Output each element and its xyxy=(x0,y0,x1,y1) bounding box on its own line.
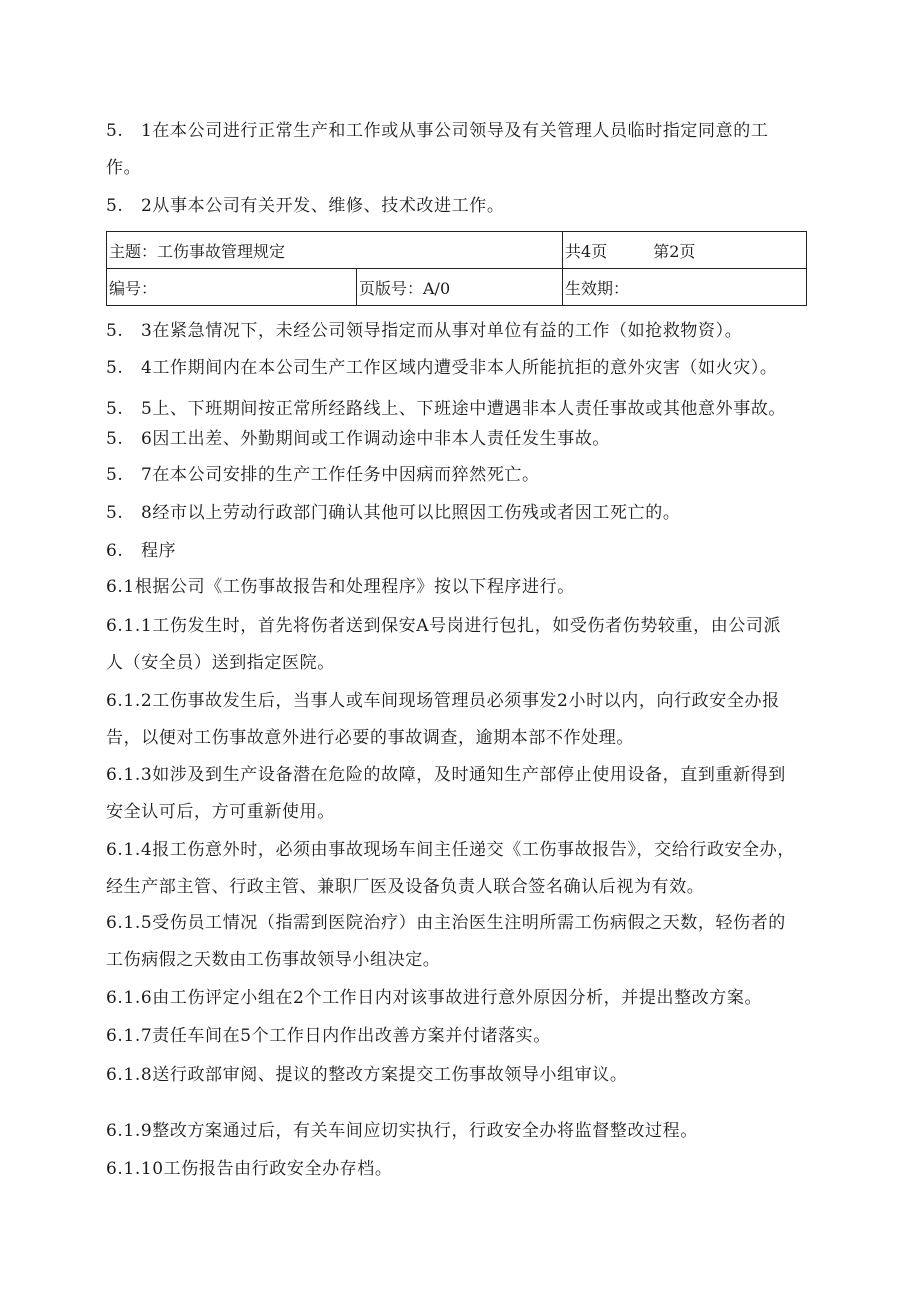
text-line: 6.1.7责任车间在5个工作日内作出改善方案并付诸落实。 xyxy=(106,1026,551,1046)
text-line: 6.1.2工伤事故发生后，当事人或车间现场管理员必须事发2小时以内，向行政安全办报 xyxy=(106,691,780,711)
text-line: 5. 4工作期间内在本公司生产工作区域内遭受非本人所能抗拒的意外灾害（如火灾）。 xyxy=(106,358,778,378)
text-line: 5. 8经市以上劳动行政部门确认其他可以比照因工伤残或者因工死亡的。 xyxy=(106,503,681,523)
page-number: 第2页 xyxy=(653,241,696,261)
text-line: 5. 7在本公司安排的生产工作任务中因病而猝然死亡。 xyxy=(106,465,540,485)
text-line: 6.1.6由工伤评定小组在2个工作日内对该事故进行意外原因分析，并提出整改方案。 xyxy=(106,988,763,1008)
text-line: 6.1.1工伤发生时，首先将伤者送到保安A号岗进行包扎，如受伤者伤势较重，由公司派 xyxy=(106,616,782,636)
header-row xyxy=(107,232,807,269)
text-line: 6.1.8送行政部审阅、提议的整改方案提交工伤事故领导小组审议。 xyxy=(106,1065,628,1085)
number-cell: 编号： xyxy=(107,269,357,306)
text-line: 6.1.9整改方案通过后，有关车间应切实执行，行政安全办将监督整改过程。 xyxy=(106,1121,698,1141)
text-line: 5. 1在本公司进行正常生产和工作或从事公司领导及有关管理人员临时指定同意的工 xyxy=(106,121,769,141)
text-line: 6.1.10工伤报告由行政安全办存档。 xyxy=(106,1159,393,1179)
text-line: 6.1.5受伤员工情况（指需到医院治疗）由主治医生注明所需工伤病假之天数，轻伤者的 xyxy=(106,913,786,933)
document-header-table xyxy=(106,231,807,306)
pages-cell xyxy=(563,232,807,269)
text-line: 作。 xyxy=(106,158,142,178)
subject-cell: 主题：工伤事故管理规定 xyxy=(107,232,563,269)
text-line: 6.1.4报工伤意外时，必须由事故现场车间主任递交《工伤事故报告》，交给行政安全办， xyxy=(106,840,795,860)
text-line: 6.1根据公司《工伤事故报告和处理程序》按以下程序进行。 xyxy=(106,577,575,597)
text-line: 工伤病假之天数由工伤事故领导小组决定。 xyxy=(106,950,441,970)
text-line: 5. 2从事本公司有关开发、维修、技术改进工作。 xyxy=(106,196,505,216)
text-line: 5. 3在紧急情况下，未经公司领导指定而从事对单位有益的工作（如抢救物资）。 xyxy=(106,321,743,341)
text-line: 经生产部主管、行政主管、兼职厂医及设备负责人联合签名确认后视为有效。 xyxy=(106,877,705,897)
header-row xyxy=(107,269,807,306)
text-line: 5. 6因工出差、外勤期间或工作调动途中非本人责任发生事故。 xyxy=(106,429,611,449)
text-line: 安全认可后，方可重新使用。 xyxy=(106,802,335,822)
text-line: 5. 5上、下班期间按正常所经路线上、下班途中遭遇非本人责任事故或其他意外事故。 xyxy=(106,399,787,419)
text-line: 人（安全员）送到指定医院。 xyxy=(106,653,335,673)
section-heading: 6. 程序 xyxy=(106,541,177,561)
text-line: 6.1.3如涉及到生产设备潜在危险的故障，及时通知生产部停止使用设备，直到重新得到 xyxy=(106,765,786,785)
effective-date-cell: 生效期： xyxy=(563,269,807,306)
total-pages: 共4页 xyxy=(565,241,608,261)
text-line: 告，以便对工伤事故意外进行必要的事故调查，逾期本部不作处理。 xyxy=(106,728,634,748)
version-cell: 页版号：A/0 xyxy=(357,269,563,306)
